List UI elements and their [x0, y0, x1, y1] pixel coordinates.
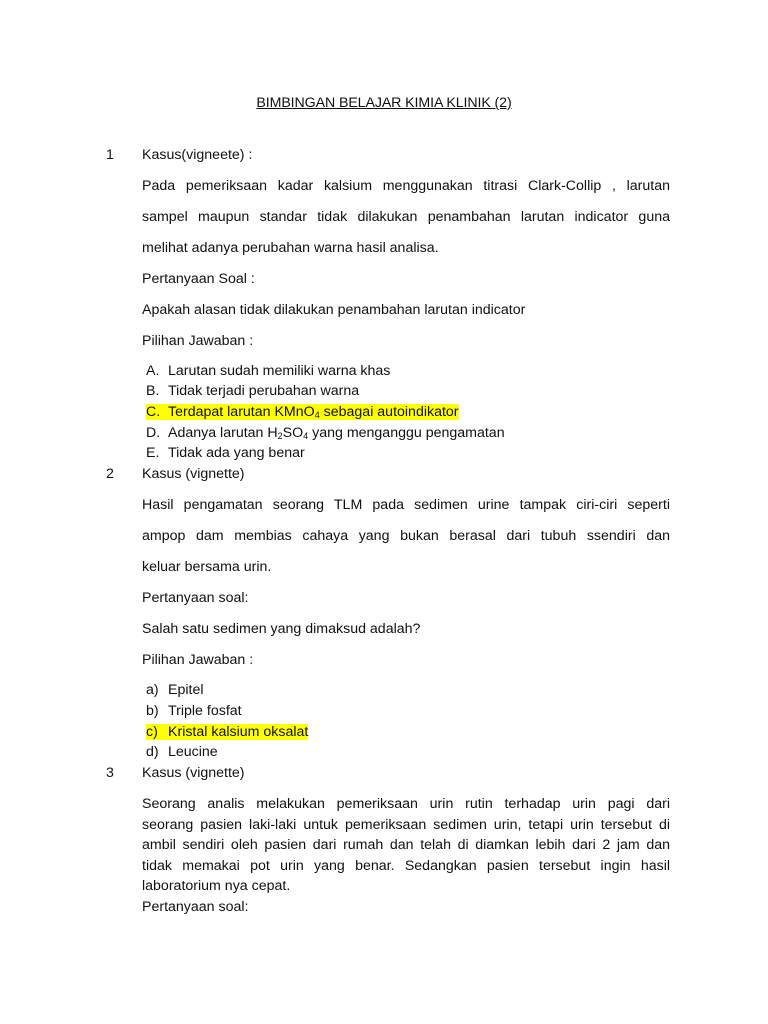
choice-marker: a)	[146, 682, 159, 698]
subscript: 4	[314, 410, 320, 420]
question-2-question-text: Salah satu sedimen yang dimaksud adalah?	[142, 621, 421, 637]
question-2-case-line: ampop dam membias cahaya yang bukan berasal dari tubuh ssendiri dan	[142, 528, 670, 544]
choice-marker: d)	[146, 744, 159, 760]
choice-marker: c)	[146, 724, 158, 740]
choice-marker: C.	[146, 404, 161, 420]
choice-text: sebagai autoindikator	[319, 404, 459, 420]
question-1-case-line: melihat adanya perubahan warna hasil analisa.	[142, 240, 439, 256]
question-3-case-line: laboratorium nya cepat.	[142, 878, 291, 894]
question-1-choice-b	[146, 383, 359, 399]
choice-text: Kristal kalsium oksalat	[168, 724, 309, 740]
choice-marker: E.	[146, 445, 160, 461]
highlighted-answer	[146, 404, 459, 420]
choice-text: Leucine	[168, 744, 218, 760]
question-1-case-label: Kasus(vigneete) :	[142, 147, 253, 163]
question-3-case-line: seorang pasien laki-laki untuk pemeriksaan sedimen urin, tetapi urin tersebut di	[142, 817, 670, 833]
choice-text: SO	[282, 425, 304, 441]
question-1-choice-d	[146, 425, 505, 441]
question-1-choice-a	[146, 363, 390, 379]
question-2-case-line: keluar bersama urin.	[142, 559, 272, 575]
subscript: 2	[277, 431, 283, 441]
choice-marker: b)	[146, 703, 159, 719]
question-1-case-line: Pada pemeriksaan kadar kalsium menggunakan titrasi Clark-Collip , larutan	[142, 178, 670, 194]
question-2-case-label: Kasus (vignette)	[142, 466, 245, 482]
choice-text: Terdapat larutan KMnO	[168, 404, 315, 420]
question-2-choice-b	[146, 703, 242, 719]
choice-marker: D.	[146, 425, 161, 441]
question-1-choice-e	[146, 445, 305, 461]
question-1-case-line: sampel maupun standar tidak dilakukan penambahan larutan indicator guna	[142, 209, 670, 225]
choice-text: Tidak terjadi perubahan warna	[168, 383, 360, 399]
subscript: 4	[303, 431, 309, 441]
question-2-question-label: Pertanyaan soal:	[142, 590, 249, 606]
question-2-choices-label: Pilihan Jawaban :	[142, 652, 254, 668]
document-title: BIMBINGAN BELAJAR KIMIA KLINIK (2)	[256, 95, 512, 111]
choice-text: Larutan sudah memiliki warna khas	[168, 363, 391, 379]
choice-text: Epitel	[168, 682, 204, 698]
choice-marker: A.	[146, 363, 160, 379]
question-3-case-line: ambil sendiri oleh pasien dari rumah dan telah di diamkan lebih dari 2 jam dan	[142, 837, 670, 853]
question-2-number: 2	[106, 466, 114, 482]
question-1-question-text: Apakah alasan tidak dilakukan penambahan larutan indicator	[142, 302, 526, 318]
choice-text: Adanya larutan H	[168, 425, 278, 441]
question-2-choice-c-correct	[146, 724, 308, 740]
question-2-choice-a	[146, 682, 204, 698]
choice-marker: B.	[146, 383, 160, 399]
question-1-question-label: Pertanyaan Soal :	[142, 271, 255, 287]
question-3-question-label: Pertanyaan soal:	[142, 899, 249, 915]
question-2-choice-d	[146, 744, 218, 760]
choice-text: Triple fosfat	[168, 703, 242, 719]
question-3-case-label: Kasus (vignette)	[142, 765, 245, 781]
highlighted-answer	[146, 724, 308, 740]
question-3-case-line: tidak memakai pot urin yang benar. Sedangkan pasien tersebut ingin hasil	[142, 858, 670, 874]
question-1-choice-c-correct	[146, 404, 459, 420]
question-1-choices-label: Pilihan Jawaban :	[142, 333, 254, 349]
question-2-case-line: Hasil pengamatan seorang TLM pada sedimen urine tampak ciri-ciri seperti	[142, 497, 670, 513]
question-3-case-line: Seorang analis melakukan pemeriksaan urin rutin terhadap urin pagi dari	[142, 796, 670, 812]
question-3-number: 3	[106, 765, 114, 781]
choice-text: yang menganggu pengamatan	[308, 425, 505, 441]
choice-text: Tidak ada yang benar	[168, 445, 305, 461]
question-1-number: 1	[106, 147, 114, 163]
